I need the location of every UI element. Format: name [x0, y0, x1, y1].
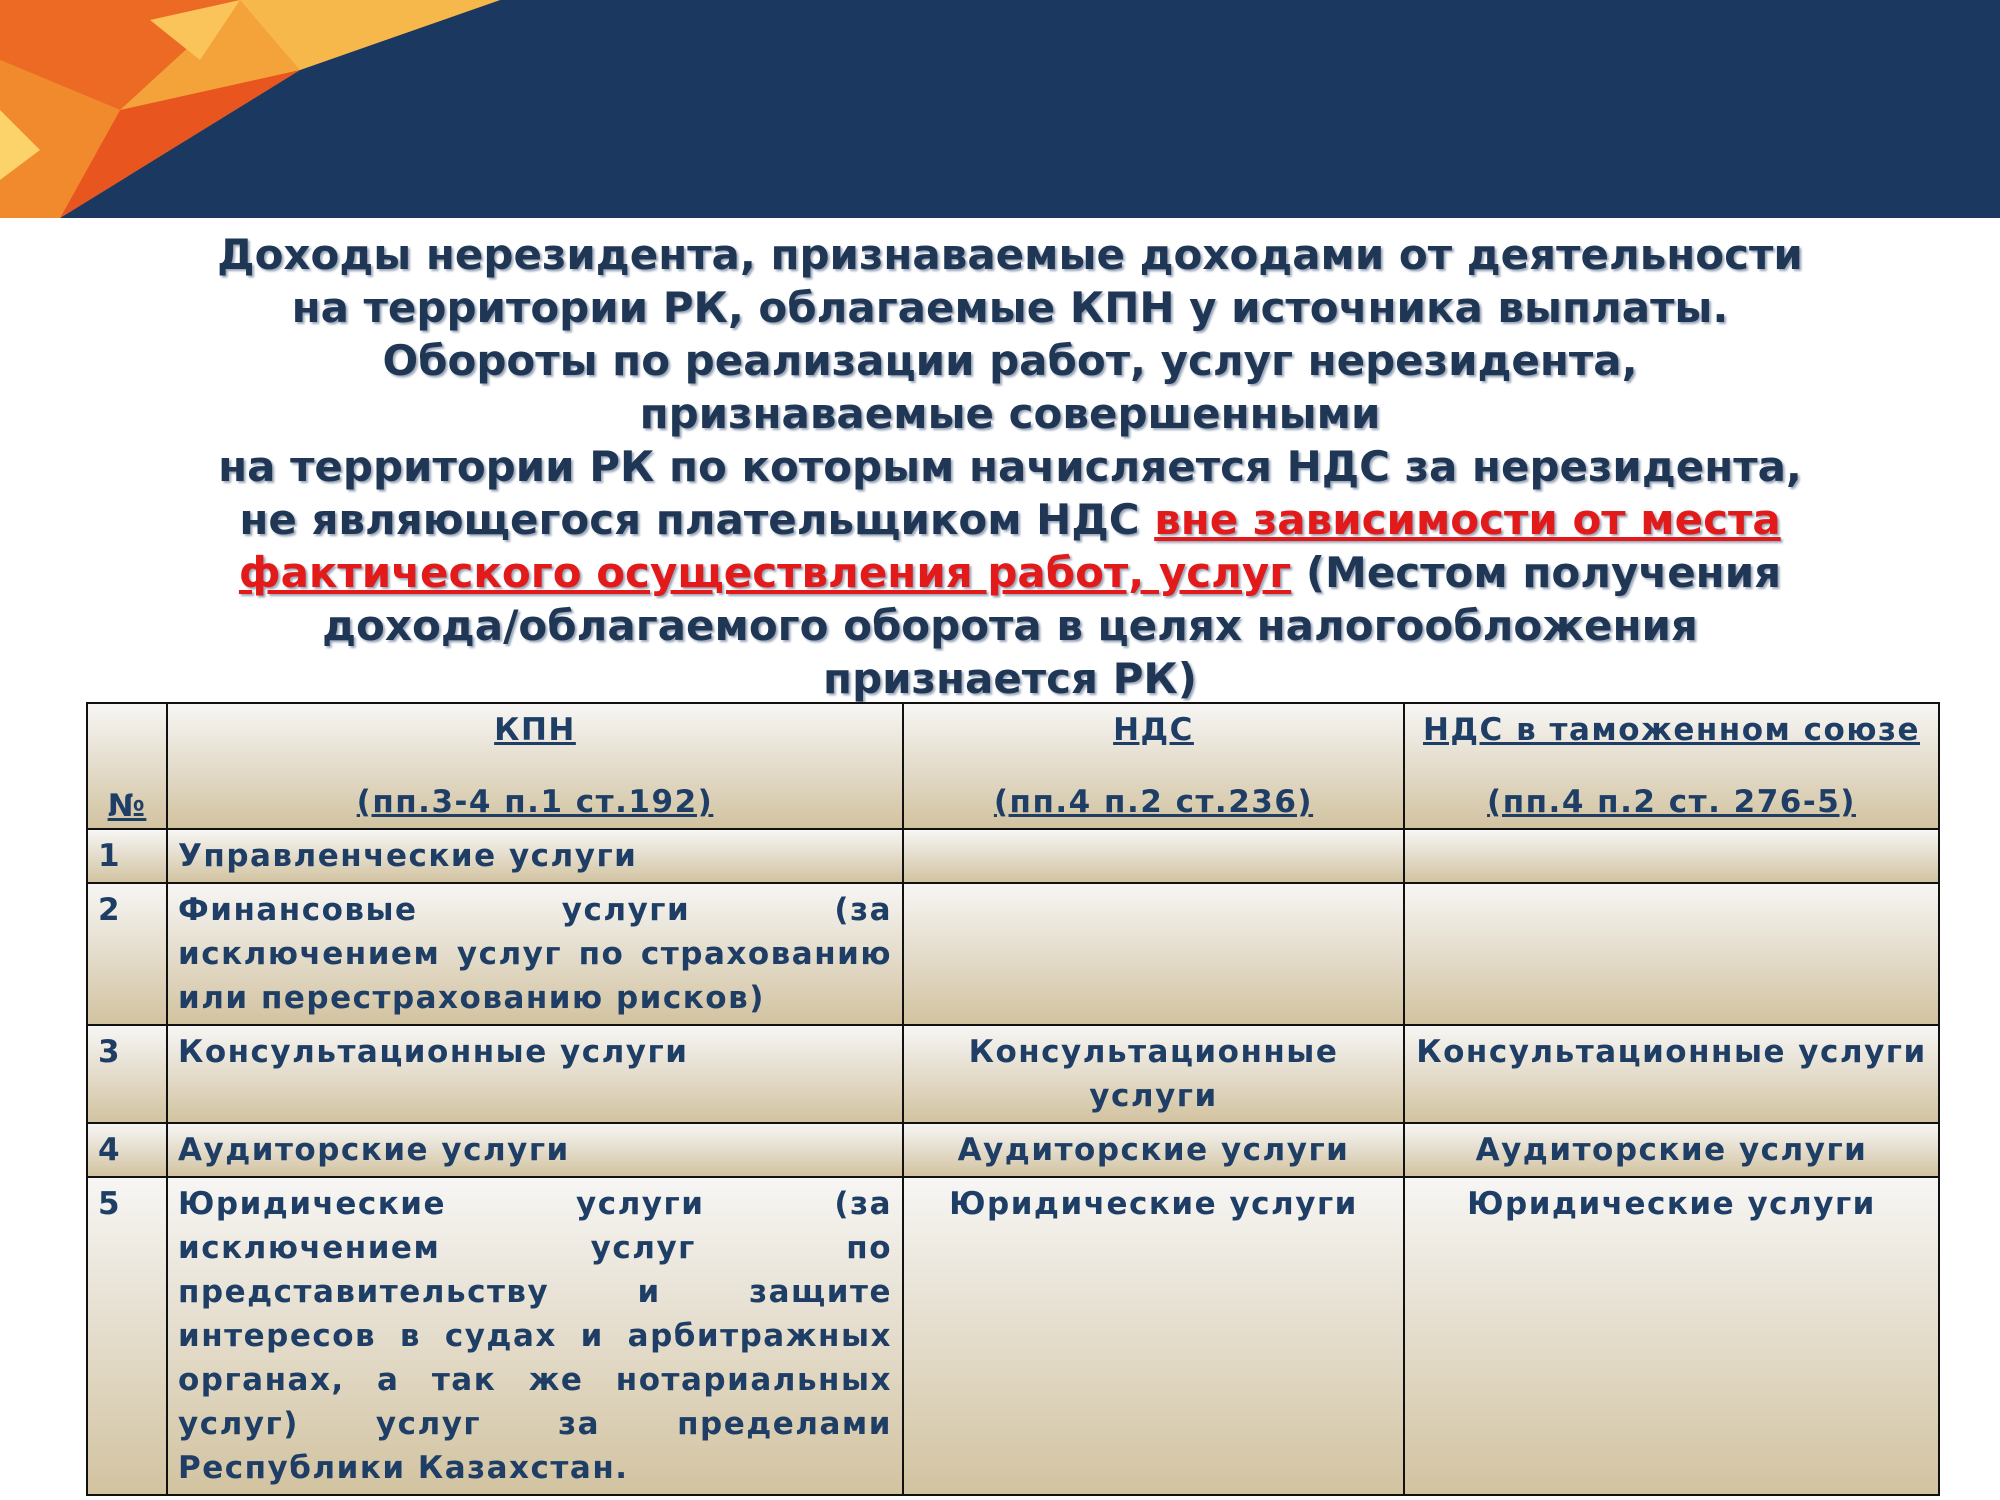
nds-ts-cell: Консультационные услуги: [1404, 1025, 1939, 1123]
title-line: [120, 493, 1900, 546]
nds-ts-cell: Юридические услуги: [1404, 1177, 1939, 1495]
row-number: 3: [87, 1025, 167, 1123]
highlighted-text: фактического осуществления работ, услуг: [238, 548, 1292, 597]
slide-title: [120, 228, 1900, 705]
services-table: [86, 702, 1940, 1496]
title-line: Обороты по реализации работ, услуг нерезидента,: [382, 336, 1638, 385]
highlighted-text: вне зависимости от места: [1154, 495, 1781, 544]
header-nds-link[interactable]: НДС: [1113, 712, 1194, 748]
title-line: дохода/облагаемого оборота в целях налогообложения: [322, 601, 1698, 650]
title-line: признаваемые совершенными: [639, 389, 1381, 438]
header-number-link[interactable]: №: [107, 788, 147, 824]
header-kpn: [167, 703, 903, 829]
title-line: [120, 546, 1900, 599]
header-kpn-link[interactable]: КПН: [494, 712, 576, 748]
title-line: Доходы нерезидента, признаваемые доходами от деятельности: [217, 230, 1803, 279]
kpn-cell: Юридические услуги (за исключением услуг по представительству и защите интересов в судах и арбитражных органах, а так же нотариальных услуг) услуг за пределами Республики Казахстан.: [167, 1177, 903, 1495]
title-line: на территории РК, облагаемые КПН у источника выплаты.: [291, 283, 1729, 332]
kpn-cell: Финансовые услуги (за исключением услуг по страхованию или перестрахованию рисков): [167, 883, 903, 1025]
header-number: [87, 703, 167, 829]
header-kpn-ref-link[interactable]: (пп.3-4 п.1 ст.192): [356, 784, 714, 820]
row-number: 2: [87, 883, 167, 1025]
kpn-cell: Консультационные услуги: [167, 1025, 903, 1123]
title-text: не являющегося плательщиком НДС: [239, 495, 1155, 544]
nds-ts-cell: [1404, 829, 1939, 883]
table-row: [87, 883, 1939, 1025]
kpn-cell: Аудиторские услуги: [167, 1123, 903, 1177]
orange-star-logo-graphic: [0, 0, 520, 218]
header-nds-ts-link[interactable]: НДС в таможенном союзе: [1422, 712, 1921, 748]
header-banner: [0, 0, 2000, 218]
row-number: 1: [87, 829, 167, 883]
kpn-cell: Управленческие услуги: [167, 829, 903, 883]
row-number: 4: [87, 1123, 167, 1177]
title-text: (Местом получения: [1291, 548, 1782, 597]
table-row: [87, 1123, 1939, 1177]
header-nds: [903, 703, 1404, 829]
table-header-row: [87, 703, 1939, 829]
nds-cell: [903, 829, 1404, 883]
header-nds-ts-ref-link[interactable]: (пп.4 п.2 ст. 276-5): [1487, 784, 1856, 820]
nds-cell: Консультационные услуги: [903, 1025, 1404, 1123]
nds-cell: Юридические услуги: [903, 1177, 1404, 1495]
table-row: [87, 829, 1939, 883]
nds-ts-cell: Аудиторские услуги: [1404, 1123, 1939, 1177]
nds-cell: Аудиторские услуги: [903, 1123, 1404, 1177]
table-row: [87, 1177, 1939, 1495]
header-nds-ts: [1404, 703, 1939, 829]
title-line: признается РК): [823, 654, 1197, 703]
nds-ts-cell: [1404, 883, 1939, 1025]
nds-cell: [903, 883, 1404, 1025]
row-number: 5: [87, 1177, 167, 1495]
header-nds-ref-link[interactable]: (пп.4 п.2 ст.236): [993, 784, 1314, 820]
title-line: на территории РК по которым начисляется НДС за нерезидента,: [218, 442, 1802, 491]
table-row: [87, 1025, 1939, 1123]
